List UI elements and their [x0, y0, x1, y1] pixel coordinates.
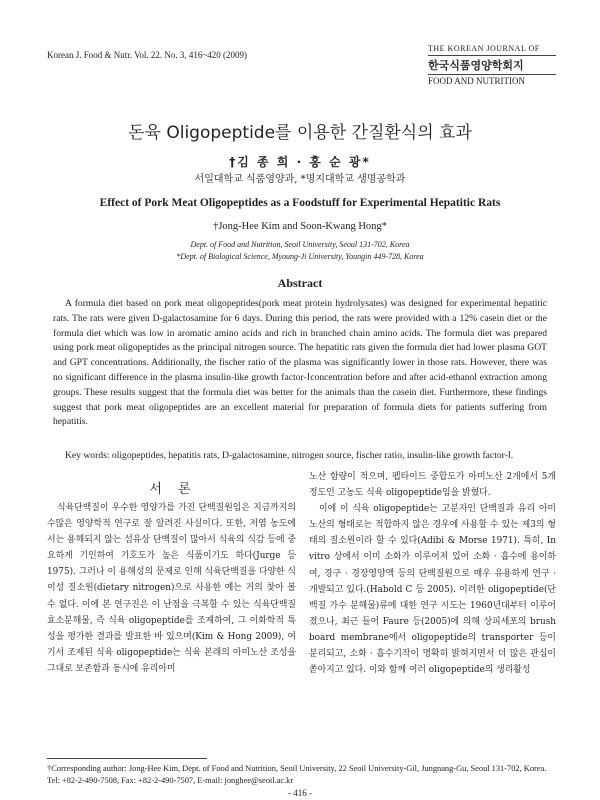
body-right-paragraph-2: 이에 이 식육 oligopeptide는 고분자인 단백질과 유리 아미노산의 형태로는 적합하지 않은 경우에 사용할 수 있는 제3의 형태의 질소원이라 할 수 있다(Adibi & Morse 1971). 특히, In vitro 상에서 이미 소화가 이루어져 있어 소화 · 흡수에 용이하여, 경구 · 경장영양액 등의 단백질원으로 매우 유용하게 연구 · 개발되고 있다.(Habold C 등 2005). 이러한 oligopeptide(단백질 가수 분해물)류에 대한 연구 시도는 1960년대부터 이루어졌으나, 최근 들어 Faure 등(2005)에 의해 상피세포의 brush board membrane에서 oligopeptide의 transporter 등이 분리되고, 소화 · 흡수기작이 명확히 밝혀지면서 더 많은 관심이 쏟아지고 있다. 이와 함께 여러 oligopeptide의 생리활성	[309, 504, 556, 676]
title-korean: 돈육 Oligopeptide를 이용한 간질환식의 효과	[128, 123, 472, 143]
journal-name-top: THE KOREAN JOURNAL OF	[428, 44, 556, 56]
footnote-divider	[47, 758, 207, 759]
abstract-text: A formula diet based on pork meat oligopeptides(pork meat protein hydrolysates) was designed for experimental hepatitic rats. The rats were given D-galactosamine for 6 days. During this period, the rats were provided with a 12% casein diet or the formula diet which was low in aromatic amino acids and rich in branched chain amino acids. The formula diet was prepared using pork meat oligopeptides as the principal nitrogen source. The hepatitic rats given the formula diet had lower plasma GOT and GPT concentrations. Additionally, the fischer ratio of the plasma was significantly lower in those rats. However, there was no significant difference in the plasma insulin-like growth factor-Ⅰconcentration before and after acid-ethanol extraction among groups. These results suggest that the formula diet was better for the animals than the casein diet. Furthermore, these findings suggest that pork meat oligopeptides are an excellent material for preparation of formula diets for patients suffering from hepatitis.	[53, 298, 547, 428]
authors-korean: †김 종 희 · 홍 순 광*	[229, 155, 371, 169]
authors-english: †Jong-Hee Kim and Soon-Kwang Hong*	[213, 221, 387, 232]
body-left-column: 식육단백질이 우수한 영양가를 가진 단백질원임은 지금까지의 수많은 영양학적 연구로 잘 알려진 사실이다. 또한, 저염 농도에서는 용해되지 않는 섬유상 단백질이 많아서 식육의 식감 등에 중요하게 기인하여 기호도가 높은 식품이기도 하다(Jurge 등 1975). 그러나 이 용해성의 문제로 인해 식육단백질을 다양한 식이성 질소원(dietary nitrogen)으로 사용한 예는 거의 찾아 볼 수 없다. 이에 본 연구진은 이 난점을 극복할 수 있는 식육단백질 효소분해물, 즉 식육 oligopeptide를 조제하여, 그 이화학적 특성을 평가한 결과를 발표한 바 있으며(Kim & Hong 2009), 여기서 조제된 식육 oligopeptide는 식육 본래의 아미노산 조성을 그대로 보존함과 동시에 유리아미	[47, 503, 296, 674]
section-heading-introduction: 서 론	[149, 482, 197, 497]
affiliation-korean: 서일대학교 식품영양과, *명지대학교 생명공학과	[194, 174, 406, 185]
keywords: Key words: oligopeptides, hepatitis rats, D-galactosamine, nitrogen source, fischer ratio, insulin-like growth factor-Ⅰ.	[65, 450, 514, 461]
citation: Korean J. Food & Nutr. Vol. 22. No. 3, 416~420 (2009)	[47, 50, 248, 60]
journal-name-korean: 한국식품영양학회지	[428, 59, 524, 72]
title-english: Effect of Pork Meat Oligopeptides as a Foodstuff for Experimental Hepatitic Rats	[99, 197, 501, 209]
page-number: - 416 -	[288, 788, 312, 798]
body-right-column	[309, 469, 556, 678]
corresponding-author-footnote: †Corresponding author: Jong-Hee Kim, Dept. of Food and Nutrition, Seoil University, 22 Seoil University-Gil, Jungnang-Gu, Seoul 131-702, Korea. Tel: +82-2-490-7508, Fax: +82-2-490-7507, E-mail: jonghee@seoil.ac.kr	[47, 764, 547, 785]
affiliation-english-1: Dept. of Food and Nutrition, Seoil University, Seoul 131-702, Korea	[190, 240, 410, 249]
journal-masthead	[428, 44, 556, 86]
abstract-heading: Abstract	[277, 276, 323, 290]
journal-name-bottom: FOOD AND NUTRITION	[428, 74, 556, 86]
body-right-paragraph-1: 노산 함량이 적으며, 펩타이드 중합도가 아미노산 2개에서 5개 정도인 고농도 식육 oligopeptide임을 밝혔다.	[309, 472, 556, 499]
affiliation-english-2: *Dept. of Biological Science, Myoung-Ji University, Youngin 449-728, Korea	[176, 252, 424, 261]
